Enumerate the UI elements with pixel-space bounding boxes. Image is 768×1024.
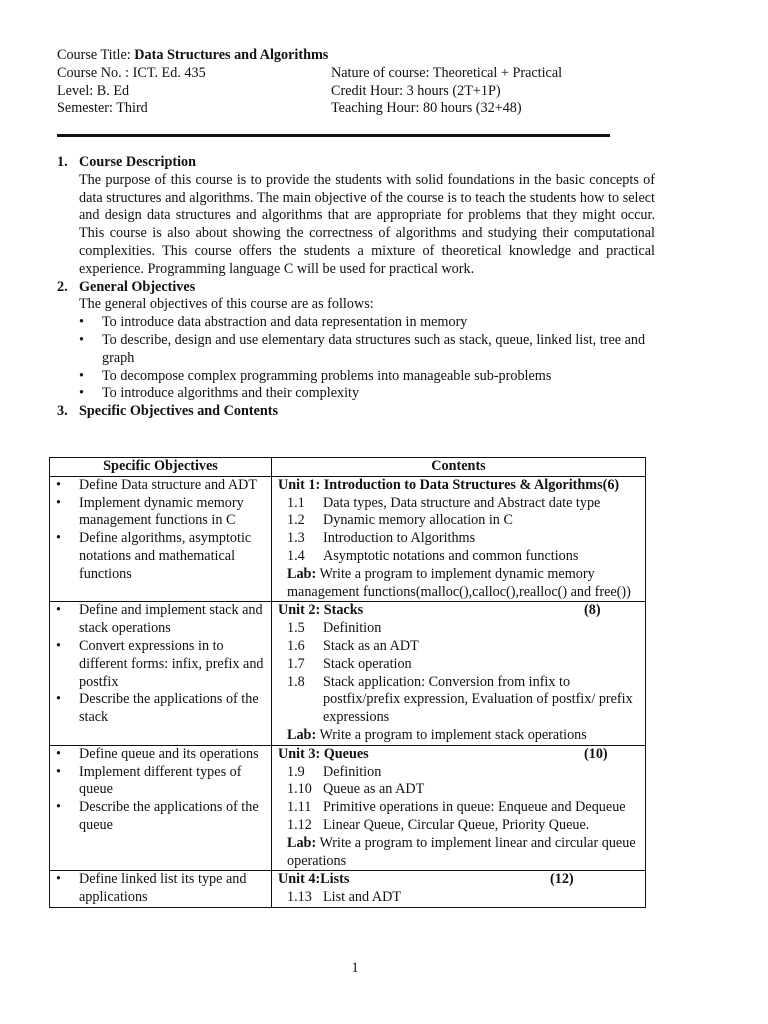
- unit-hours: (8): [584, 602, 601, 619]
- section-number: 1.: [57, 154, 68, 170]
- objective-item: [56, 764, 267, 800]
- content-item: [278, 656, 643, 674]
- header-divider: [57, 134, 610, 137]
- objective-text: Implement different types of queue: [79, 763, 242, 798]
- bullet-icon: •: [56, 691, 61, 708]
- content-item: [278, 638, 643, 656]
- objective-text: Describe the applications of the stack: [79, 691, 259, 726]
- table-row: [50, 871, 646, 908]
- objectives-cell: [50, 871, 272, 908]
- objective-text: Convert expressions in to different forms: infix, prefix and postfix: [79, 637, 264, 690]
- objectives-list: [50, 477, 271, 584]
- bullet-icon: •: [56, 530, 61, 547]
- general-objective-item: [79, 385, 655, 403]
- bullet-icon: •: [79, 367, 84, 384]
- objective-text: Describe the applications of the queue: [79, 799, 259, 833]
- content-item: [278, 764, 643, 782]
- general-objective-item: [79, 368, 655, 386]
- general-objective-item: [79, 314, 655, 332]
- objective-text: Define queue and its operations: [79, 745, 259, 762]
- section-heading-1: [57, 154, 655, 172]
- unit-title: Unit 3: Queues: [278, 745, 369, 762]
- unit-heading: [278, 746, 643, 764]
- content-item-number: 1.13: [287, 889, 312, 906]
- contents-cell: [272, 476, 646, 602]
- unit-title: Unit 1: Introduction to Data Structures & Algorithms: [278, 476, 603, 493]
- objective-item: [56, 691, 267, 727]
- content-item-number: 1.1: [287, 494, 305, 511]
- content-item-number: 1.11: [287, 799, 312, 816]
- section-number: 3.: [57, 403, 68, 420]
- content-item-text: Asymptotic notations and common functions: [323, 547, 579, 564]
- course-nature: Nature of course: Theoretical + Practical: [331, 64, 563, 81]
- contents-cell: [272, 871, 646, 908]
- objective-item: [56, 477, 267, 495]
- objective-text: Define Data structure and ADT: [79, 476, 258, 493]
- content-item: [278, 674, 643, 727]
- general-objectives-list: [79, 314, 655, 403]
- bullet-icon: •: [56, 602, 61, 619]
- content-item: [278, 817, 643, 835]
- content-item: [278, 495, 643, 513]
- content-item-number: 1.4: [287, 547, 305, 564]
- credit-hour: Credit Hour: 3 hours (2T+1P): [331, 82, 501, 99]
- objective-text: Define algorithms, asymptotic notations and mathematical functions: [79, 530, 252, 582]
- content-item-text: Queue as an ADT: [323, 781, 425, 798]
- lab-label: Lab:: [287, 565, 317, 582]
- bullet-icon: •: [56, 476, 61, 493]
- section-heading-3: [57, 403, 655, 421]
- unit-hours: (6): [602, 476, 620, 493]
- objectives-list: [50, 746, 271, 835]
- section-number: 2.: [57, 278, 68, 295]
- section-title: General Objectives: [79, 278, 196, 295]
- objectives-cell: [50, 745, 272, 871]
- unit-hours: (12): [550, 871, 574, 888]
- semester: Semester: Third: [57, 100, 148, 117]
- bullet-icon: •: [56, 763, 61, 780]
- course-title-label: Course Title:: [57, 47, 135, 63]
- content-item: [278, 530, 643, 548]
- general-objective-text: To describe, design and use elementary data structures such as stack, queue, linked list, tree and graph: [102, 331, 646, 366]
- bullet-icon: •: [56, 871, 61, 888]
- course-level: Level: B. Ed: [57, 82, 130, 99]
- lab-text: Write a program to implement stack operations: [316, 726, 587, 743]
- objective-item: [56, 799, 267, 835]
- content-item-number: 1.10: [287, 781, 312, 798]
- content-item: [278, 620, 643, 638]
- objective-item: [56, 746, 267, 764]
- contents-cell: [272, 602, 646, 745]
- general-objective-text: To introduce algorithms and their complexity: [102, 385, 360, 402]
- teaching-hour: Teaching Hour: 80 hours (32+48): [331, 100, 522, 117]
- lab-text: Write a program to implement linear and circular queue operations: [287, 834, 636, 869]
- objectives-cell: [50, 476, 272, 602]
- column-header-objectives: Specific Objectives: [50, 458, 272, 477]
- content-item-text: Primitive operations in queue: Enqueue and Dequeue: [323, 799, 626, 816]
- unit-heading: [278, 477, 643, 495]
- content-item: [278, 512, 643, 530]
- content-item: [278, 799, 643, 817]
- content-item-number: 1.7: [287, 655, 305, 672]
- content-item: [278, 781, 643, 799]
- unit-hours: (10): [584, 745, 608, 762]
- general-objective-text: To introduce data abstraction and data representation in memory: [102, 314, 468, 331]
- objective-item: [56, 602, 267, 638]
- table-row: [50, 476, 646, 602]
- course-title: Data Structures and Algorithms: [134, 47, 329, 63]
- content-item-number: 1.2: [287, 512, 305, 529]
- content-item-text: Stack application: Conversion from infix to postfix/prefix expression, Evaluation of postfix/ prefix expressions: [323, 673, 633, 726]
- table-row: [50, 745, 646, 871]
- content-item-number: 1.6: [287, 637, 305, 654]
- course-header: [57, 47, 637, 118]
- general-objective-item: [79, 332, 655, 368]
- objectives-cell: [50, 602, 272, 745]
- bullet-icon: •: [56, 637, 61, 654]
- objective-text: Implement dynamic memory management functions in C: [79, 494, 244, 529]
- column-header-contents: Contents: [272, 458, 646, 477]
- objective-item: [56, 638, 267, 691]
- general-objectives-intro: The general objectives of this course are as follows:: [79, 296, 374, 313]
- content-item-text: Introduction to Algorithms: [323, 530, 476, 547]
- content-item-text: Definition: [323, 620, 382, 637]
- content-item-text: List and ADT: [323, 889, 402, 906]
- table-row: [50, 602, 646, 745]
- objectives-list: [50, 871, 271, 907]
- content-item-number: 1.5: [287, 620, 305, 637]
- page-number: 1: [351, 960, 359, 976]
- content-item-number: 1.9: [287, 763, 305, 780]
- general-objective-text: To decompose complex programming problems into manageable sub-problems: [102, 367, 552, 384]
- bullet-icon: •: [56, 494, 61, 511]
- bullet-icon: •: [56, 799, 61, 816]
- content-item-text: Stack operation: [323, 655, 412, 672]
- objective-item: [56, 871, 267, 907]
- objectives-contents-table: [49, 457, 646, 908]
- content-item-text: Definition: [323, 763, 382, 780]
- lab-assignment: [278, 566, 643, 602]
- bullet-icon: •: [79, 331, 84, 348]
- content-item-text: Data types, Data structure and Abstract date type: [323, 494, 601, 511]
- objective-text: Define linked list its type and applications: [79, 871, 247, 906]
- lab-label: Lab:: [287, 834, 317, 851]
- content-item-text: Stack as an ADT: [323, 637, 419, 654]
- bullet-icon: •: [79, 314, 84, 331]
- contents-cell: [272, 745, 646, 871]
- content-item: [278, 548, 643, 566]
- lab-label: Lab:: [287, 726, 317, 743]
- section-heading-2: [57, 279, 655, 297]
- unit-title: Unit 4:Lists: [278, 871, 350, 888]
- objective-item: [56, 530, 267, 583]
- unit-heading: [278, 871, 643, 889]
- document-body: [57, 154, 655, 421]
- unit-heading: [278, 602, 643, 620]
- unit-title: Unit 2: Stacks: [278, 602, 364, 619]
- section-title: Specific Objectives and Contents: [79, 403, 279, 420]
- bullet-icon: •: [79, 385, 84, 402]
- course-title-line: [57, 47, 637, 65]
- objective-item: [56, 495, 267, 531]
- lab-assignment: [278, 835, 643, 871]
- course-description-text: The purpose of this course is to provide the students with solid foundations in the basic concepts of data structures and algorithms. The main objective of the course is to teach the students how to select and design data structures and algorithms that are appropriate for problems that they might occur. This course is also about showing the correctness of algorithms and studying their computational complexities. This course offers the students a mixture of theoretical knowledge and practical experience. Programming language C will be used for practical work.: [79, 171, 655, 277]
- objectives-list: [50, 602, 271, 727]
- content-item-number: 1.3: [287, 530, 305, 547]
- objective-text: Define and implement stack and stack operations: [79, 602, 263, 637]
- content-item-number: 1.8: [287, 673, 305, 690]
- lab-assignment: [278, 727, 643, 745]
- lab-text: Write a program to implement dynamic memory management functions(malloc(),calloc(),realloc() and free()): [287, 565, 631, 600]
- content-item: [278, 889, 643, 907]
- content-item-number: 1.12: [287, 816, 312, 833]
- content-item-text: Linear Queue, Circular Queue, Priority Queue.: [323, 816, 590, 833]
- course-number: Course No. : ICT. Ed. 435: [57, 64, 206, 81]
- content-item-text: Dynamic memory allocation in C: [323, 512, 513, 529]
- bullet-icon: •: [56, 745, 61, 762]
- section-title: Course Description: [79, 154, 197, 170]
